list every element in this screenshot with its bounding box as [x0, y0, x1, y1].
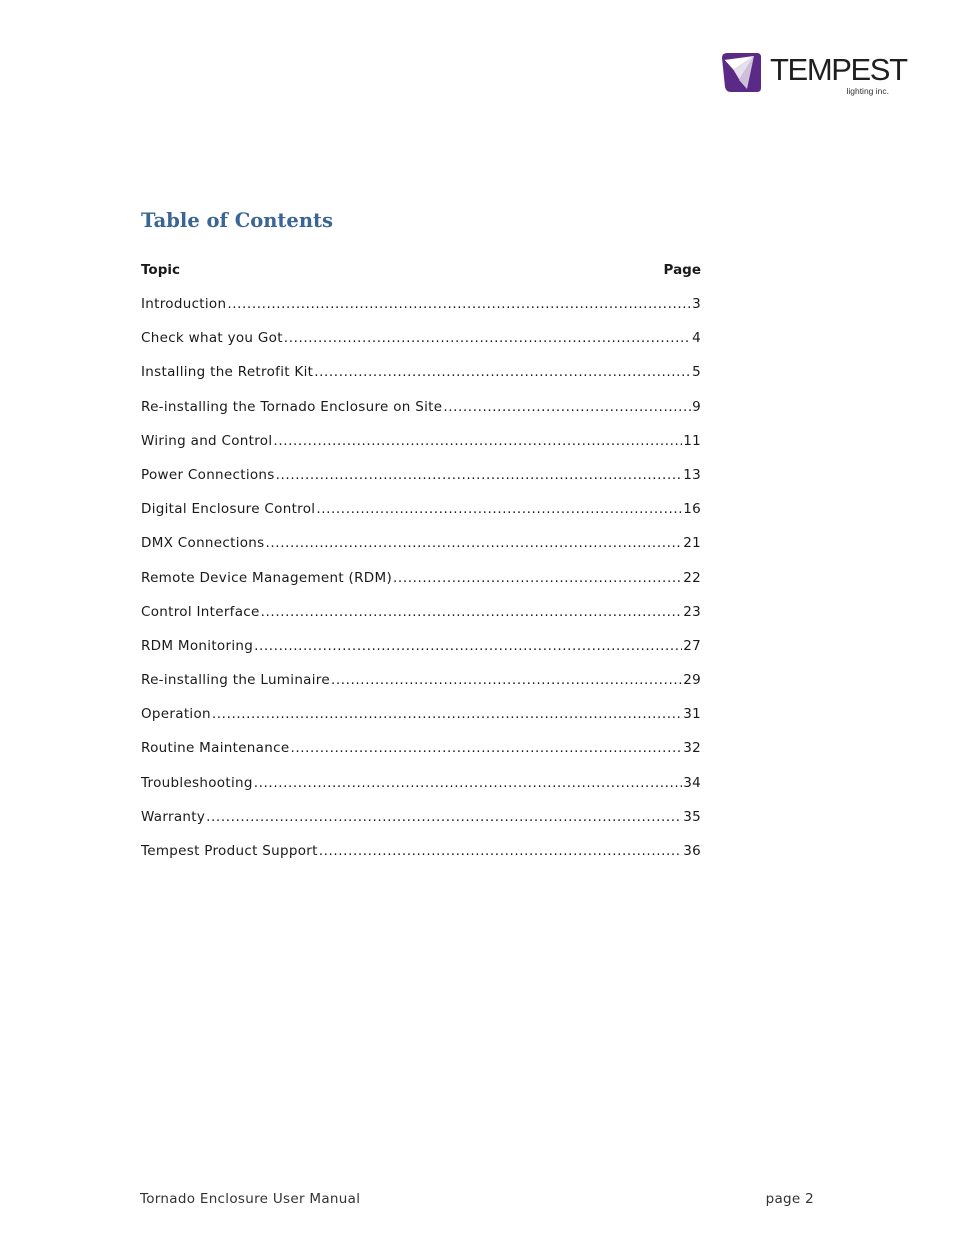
toc-leader-dots — [393, 568, 682, 588]
toc-entry[interactable] — [141, 602, 701, 636]
toc-leader-dots — [254, 773, 682, 793]
toc-entry-page: 4 — [692, 330, 701, 347]
toc-entry[interactable] — [141, 328, 701, 362]
tempest-logo — [721, 52, 907, 98]
toc-entry[interactable] — [141, 670, 701, 704]
toc-entry-page: 11 — [683, 432, 701, 449]
toc-entry-topic: Installing the Retrofit Kit — [141, 364, 314, 381]
toc-entry-topic: DMX Connections — [141, 535, 265, 552]
toc-entry[interactable] — [141, 397, 701, 431]
toc-entry[interactable] — [141, 362, 701, 396]
toc-entry-topic: RDM Monitoring — [141, 637, 254, 654]
toc-entry-topic: Wiring and Control — [141, 432, 273, 449]
toc-entry-page: 31 — [683, 706, 701, 723]
toc-entry[interactable] — [141, 499, 701, 533]
page-title: Table of Contents — [141, 209, 333, 232]
toc-entry[interactable] — [141, 841, 701, 875]
toc-leader-dots — [290, 738, 682, 758]
toc-entry-page: 23 — [683, 603, 701, 620]
toc-entry-page: 32 — [683, 740, 701, 757]
toc-entry-page: 27 — [683, 637, 701, 654]
footer-document-title: Tornado Enclosure User Manual — [140, 1191, 361, 1207]
toc-leader-dots — [254, 636, 682, 656]
toc-entry[interactable] — [141, 738, 701, 772]
toc-entry[interactable] — [141, 773, 701, 807]
tempest-logo-mark-icon — [721, 52, 762, 93]
toc-entry-page: 21 — [683, 535, 701, 552]
toc-leader-dots — [314, 362, 691, 382]
toc-leader-dots — [316, 499, 682, 519]
toc-entry-topic: Operation — [141, 706, 211, 723]
toc-leader-dots — [331, 670, 682, 690]
toc-entry-topic: Tempest Product Support — [141, 843, 318, 859]
toc-leader-dots — [212, 704, 682, 724]
toc-leader-dots — [227, 294, 691, 314]
toc-entry-topic: Digital Enclosure Control — [141, 501, 316, 518]
toc-entry-page: 29 — [683, 672, 701, 689]
toc-entry-topic: Power Connections — [141, 466, 275, 483]
toc-leader-dots — [443, 397, 691, 417]
page-column-header: Page — [663, 262, 701, 278]
toc-leader-dots — [319, 841, 683, 861]
toc-entry-topic: Introduction — [141, 296, 227, 312]
toc-entry-page: 9 — [692, 398, 701, 415]
toc-list — [141, 294, 701, 875]
toc-entry[interactable] — [141, 807, 701, 841]
toc-entry-topic: Troubleshooting — [141, 774, 253, 791]
logo-wordmark: TEMPEST — [770, 52, 907, 87]
toc-leader-dots — [206, 807, 682, 827]
toc-leader-dots — [261, 602, 683, 622]
toc-entry-topic: Routine Maintenance — [141, 740, 290, 757]
toc-entry-topic: Re-installing the Luminaire — [141, 672, 330, 689]
toc-entry[interactable] — [141, 568, 701, 602]
toc-entry-page: 22 — [683, 569, 701, 586]
toc-entry[interactable] — [141, 294, 701, 328]
toc-entry-page: 35 — [683, 808, 701, 825]
toc-leader-dots — [273, 431, 682, 451]
footer-page-number: page 2 — [765, 1191, 814, 1207]
toc-entry-topic: Remote Device Management (RDM) — [141, 569, 393, 586]
toc-entry-topic: Warranty — [141, 808, 206, 825]
toc-entry-page: 36 — [683, 843, 701, 859]
toc-entry-page: 34 — [683, 774, 701, 791]
toc-entry[interactable] — [141, 465, 701, 499]
toc-column-headers — [141, 260, 701, 280]
toc-entry-topic: Control Interface — [141, 603, 260, 620]
logo-tagline: lighting inc. — [846, 86, 889, 96]
toc-entry-page: 16 — [683, 501, 701, 518]
toc-entry-topic: Re-installing the Tornado Enclosure on Site — [141, 398, 443, 415]
toc-leader-dots — [276, 465, 683, 485]
toc-leader-dots — [284, 328, 691, 348]
toc-entry-page: 3 — [692, 296, 701, 312]
toc-entry-page: 5 — [692, 364, 701, 381]
topic-column-header: Topic — [141, 262, 180, 278]
toc-entry[interactable] — [141, 533, 701, 567]
toc-leader-dots — [266, 533, 683, 553]
toc-entry-topic: Check what you Got — [141, 330, 283, 347]
toc-entry-page: 13 — [683, 466, 701, 483]
toc-entry[interactable] — [141, 431, 701, 465]
toc-entry[interactable] — [141, 704, 701, 738]
toc-entry[interactable] — [141, 636, 701, 670]
